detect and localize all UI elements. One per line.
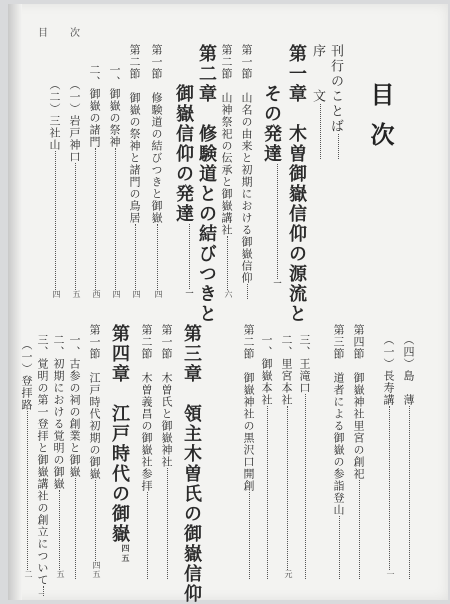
- toc-entry-text: 一、古参の祠の創業と御嶽: [68, 334, 81, 478]
- toc-entry: [218, 44, 234, 299]
- toc-leader-dots: [147, 492, 148, 579]
- toc-entry: [50, 334, 66, 579]
- toc-entry-text: その発達: [261, 84, 282, 164]
- toc-page-number: 一: [386, 570, 395, 579]
- toc-leader-dots: [338, 134, 339, 159]
- toc-entry-text: 御嶽信仰の発達: [173, 84, 194, 224]
- toc-entry: [46, 79, 62, 299]
- toc-entry-text: 三、王滝口: [298, 334, 311, 394]
- toc-entry: [258, 84, 284, 289]
- toc-entry-text: （一）岩戸神口: [68, 79, 81, 163]
- toc-page-number: 四: [112, 290, 121, 299]
- toc-entry: [326, 44, 345, 159]
- toc-entry: [66, 334, 82, 579]
- toc-leader-dots: [247, 284, 248, 299]
- toc-leader-dots: [75, 163, 76, 290]
- toc-leader-dots: [59, 490, 60, 570]
- toc-page-number: 四五: [92, 561, 101, 579]
- toc-entry: [350, 324, 366, 579]
- toc-entry: [138, 324, 154, 579]
- toc-entry-text: 序 文: [310, 44, 325, 104]
- toc-entry: [330, 324, 346, 579]
- toc-page-number: 一: [185, 289, 195, 299]
- toc-entry: [34, 334, 50, 586]
- toc-entry: [106, 324, 132, 579]
- toc-entry-text: （一）登拝路: [20, 339, 33, 411]
- toc-page-number: 西: [92, 290, 101, 299]
- toc-entry-text: 刊行のことば: [328, 44, 343, 134]
- toc-page-number: 五: [72, 290, 81, 299]
- toc-entry: [170, 84, 196, 299]
- toc-leader-dots: [277, 164, 278, 279]
- toc-page-number: 元: [284, 570, 293, 579]
- toc-entry: [380, 334, 396, 579]
- toc-leader-dots: [95, 148, 96, 290]
- toc-entry-text: 二、初期における覚明の御嶽: [52, 334, 65, 490]
- toc-entry-text: 第二節 木曽義昌の御嶽社参拝: [140, 324, 153, 492]
- toc-entry: [66, 79, 82, 299]
- toc-page-number: 四: [132, 290, 141, 299]
- toc-entry-text: 第二節 山神祭祀の伝承と御嶽講社: [220, 44, 233, 236]
- toc-leader-dots: [389, 406, 390, 570]
- toc-entry: [296, 334, 312, 579]
- toc-entry-text: 二、御嶽の諸門: [88, 64, 101, 148]
- toc-page-number: 四五: [121, 544, 131, 564]
- toc-leader-dots: [135, 224, 136, 290]
- toc-entry-text: 第四節 御嶽神社里宮の創祀: [352, 324, 365, 480]
- toc-leader-dots: [287, 406, 288, 570]
- toc-entry-text: （二）三社山: [48, 79, 61, 151]
- toc-entry: [158, 324, 174, 579]
- toc-entry: [178, 324, 204, 604]
- page-title: 目次: [366, 82, 395, 162]
- toc-page-number: 六: [224, 290, 233, 299]
- toc-page-number: 四: [52, 290, 61, 299]
- toc-leader-dots: [167, 468, 168, 579]
- toc-leader-dots: [409, 406, 410, 579]
- book-page: [8, 4, 448, 604]
- toc-page-number: 四: [154, 290, 163, 299]
- toc-entry: [240, 324, 256, 579]
- toc-entry: [238, 44, 254, 299]
- toc-entry: [283, 44, 309, 324]
- toc-leader-dots: [339, 516, 340, 579]
- toc-entry-text: 第一節 江戸時代初期の御嶽: [88, 324, 101, 480]
- toc-entry-text: 第二節 御嶽神社の黒沢口開創: [242, 324, 255, 492]
- toc-entry-text: 第四章 江戸時代の御嶽: [109, 324, 130, 544]
- toc-entry-text: 第二章 修験道との結びつきと: [196, 44, 217, 324]
- toc-page-number: 二: [24, 570, 33, 579]
- toc-entry: [126, 44, 142, 299]
- toc-entry-text: 第一章 木曽御嶽信仰の源流と: [286, 44, 307, 324]
- toc-entry-text: 第一節 山名の由来と初期における御嶽信仰: [240, 44, 253, 284]
- toc-entry: [148, 44, 164, 299]
- toc-entry-text: 第三章 領主木曽氏の御嶽信仰: [181, 324, 202, 604]
- toc-leader-dots: [227, 236, 228, 290]
- toc-entry: [400, 334, 416, 579]
- toc-entry-text: 第二節 御嶽の祭神と諸門の鳥居: [128, 44, 141, 224]
- toc-leader-dots: [249, 492, 250, 579]
- toc-entry: [258, 334, 274, 579]
- toc-leader-dots: [95, 480, 96, 561]
- toc-entry: [106, 64, 122, 299]
- page-corner-mark: ー: [38, 590, 45, 598]
- toc-page-number: 一: [273, 279, 283, 289]
- toc-leader-dots: [75, 478, 76, 579]
- toc-leader-dots: [305, 394, 306, 579]
- toc-entry-text: （四）島 薄: [402, 334, 415, 406]
- toc-leader-dots: [55, 151, 56, 290]
- toc-leader-dots: [359, 480, 360, 579]
- toc-entry: [193, 44, 219, 324]
- toc-entry-text: 第三節 道者による御嶽の参詣登山: [332, 324, 345, 516]
- running-header: 目 次: [38, 28, 86, 39]
- toc-entry-text: 一、御嶽本社: [260, 334, 273, 406]
- toc-leader-dots: [320, 104, 321, 159]
- toc-leader-dots: [157, 224, 158, 290]
- toc-entry-text: 第一節 修験道の結びつきと御嶽: [150, 44, 163, 224]
- toc-entry-text: 一、御嶽の祭神: [108, 64, 121, 148]
- toc-entry-text: 第一節 木曽氏と御嶽神社: [160, 324, 173, 468]
- toc-entry-text: 二、里宮本社: [280, 334, 293, 406]
- toc-entry: [278, 334, 294, 579]
- toc-leader-dots: [267, 406, 268, 579]
- toc-leader-dots: [27, 411, 28, 570]
- toc-entry: [86, 324, 102, 579]
- toc-leader-dots: [189, 224, 190, 289]
- toc-leader-dots: [115, 148, 116, 290]
- toc-entry-text: 三、覚明の第一登拝と御嶽講社の創立について: [36, 334, 49, 586]
- toc-entry: [86, 64, 102, 299]
- toc-entry-text: （一）長寿講: [382, 334, 395, 406]
- toc-entry: [308, 44, 327, 159]
- toc-entry: [18, 339, 34, 579]
- toc-page-number: 五: [56, 570, 65, 579]
